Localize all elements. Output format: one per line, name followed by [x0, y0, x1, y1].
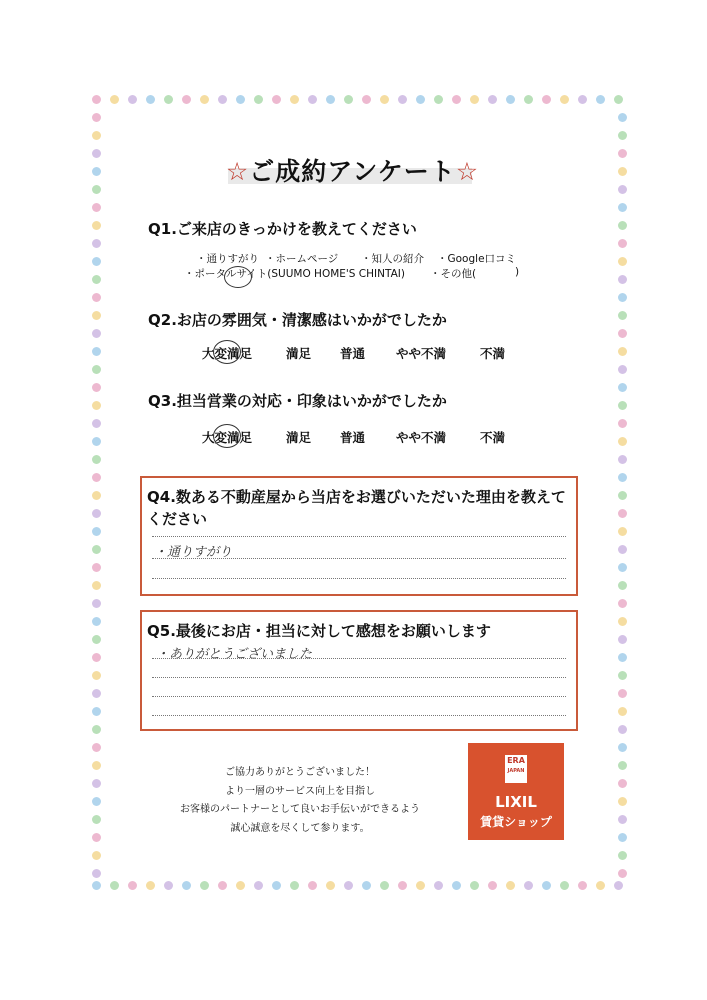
q3-option-somewhat-dissatisfied: やや不満 [396, 430, 447, 445]
q4-answer-box [140, 476, 578, 596]
border-dot [92, 617, 101, 626]
border-dot [578, 95, 587, 104]
border-dot [92, 239, 101, 248]
q1-option-walk-by: ・通りすがり [196, 253, 259, 265]
border-dot [92, 311, 101, 320]
border-dot [506, 881, 515, 890]
shop-logo-text: 賃貸ショップ [480, 815, 552, 829]
border-dot [452, 95, 461, 104]
border-dot [618, 293, 627, 302]
footer-line-2: より一層のサービス向上を目指し [225, 786, 375, 797]
border-dot [596, 881, 605, 890]
q2-option-neutral: 普通 [340, 346, 366, 361]
border-dot [92, 167, 101, 176]
border-dot [92, 599, 101, 608]
border-dot [236, 95, 245, 104]
star-icon-right: ☆ [455, 157, 480, 186]
border-dot [254, 881, 263, 890]
border-dot [92, 635, 101, 644]
border-dot [146, 95, 155, 104]
border-dot [618, 239, 627, 248]
border-dot [326, 95, 335, 104]
border-dot [92, 797, 101, 806]
border-dot [542, 95, 551, 104]
q1-question: Q1.ご来店のきっかけを教えてください [148, 220, 417, 238]
border-dot [618, 743, 627, 752]
border-dot [618, 869, 627, 878]
border-dot [618, 149, 627, 158]
border-dot [272, 881, 281, 890]
border-dot [92, 275, 101, 284]
border-dot [92, 473, 101, 482]
border-dot [618, 815, 627, 824]
hand-circle-mark [213, 340, 241, 364]
border-dot [618, 779, 627, 788]
border-dot [488, 95, 497, 104]
border-dot [182, 95, 191, 104]
border-dot [92, 221, 101, 230]
hand-circle-mark [213, 424, 241, 448]
border-dot [182, 881, 191, 890]
border-dot [618, 203, 627, 212]
q2-option-satisfied: 満足 [286, 346, 312, 361]
border-dot [398, 881, 407, 890]
border-dot [92, 743, 101, 752]
border-dot [618, 257, 627, 266]
q3-option-very-satisfied: 大変満足 [202, 430, 253, 445]
border-dot [618, 347, 627, 356]
border-dot [290, 881, 299, 890]
border-dot [618, 275, 627, 284]
footer-line-1: ご協力ありがとうございました！ [225, 767, 375, 778]
footer-line-4: 誠心誠意を尽くして参ります。 [230, 823, 370, 834]
border-dot [92, 671, 101, 680]
border-dot [618, 419, 627, 428]
q1-option-portal: ・ポータルサイト(SUUMO HOME'S CHINTAI) [184, 268, 405, 280]
border-dot [92, 851, 101, 860]
q3-option-satisfied: 満足 [286, 430, 312, 445]
border-dot [618, 473, 627, 482]
border-dot [416, 95, 425, 104]
border-dot [618, 707, 627, 716]
border-dot [110, 95, 119, 104]
q4-handwritten-answer: ・通りすがり [154, 545, 233, 560]
border-dot [618, 563, 627, 572]
border-dot [618, 491, 627, 500]
border-dot [560, 95, 569, 104]
border-dot [618, 635, 627, 644]
border-dot [128, 95, 137, 104]
border-dot [254, 95, 263, 104]
q1-option-other-close: ) [515, 266, 520, 278]
border-dot [92, 653, 101, 662]
border-dot [92, 815, 101, 824]
border-dot [618, 617, 627, 626]
border-dot [618, 599, 627, 608]
star-icon-left: ☆ [225, 157, 250, 186]
border-dot [618, 833, 627, 842]
q4-question-line1: Q4.数ある不動産屋から当店をお選びいただいた理由を教えて [147, 488, 566, 506]
border-dot [618, 797, 627, 806]
dotted-line [152, 715, 566, 716]
lixil-logo-text: LIXIL [495, 793, 537, 811]
border-dot [434, 881, 443, 890]
border-dot [618, 455, 627, 464]
border-dot [380, 881, 389, 890]
q3-option-dissatisfied: 不満 [480, 430, 506, 445]
q5-answer-box [140, 610, 578, 731]
border-dot [290, 95, 299, 104]
dotted-line [152, 658, 566, 659]
page-title [210, 150, 495, 190]
border-dot [596, 95, 605, 104]
border-dot [398, 95, 407, 104]
border-dot [218, 95, 227, 104]
border-dot [344, 881, 353, 890]
border-dot [128, 881, 137, 890]
footer-line-3: お客様のパートナーとして良いお手伝いができるよう [180, 804, 420, 815]
border-dot [236, 881, 245, 890]
border-dot [618, 527, 627, 536]
border-dot [92, 491, 101, 500]
border-dot [618, 365, 627, 374]
hand-circle-mark [224, 266, 252, 288]
border-dot [560, 881, 569, 890]
border-dot [92, 419, 101, 428]
border-dot [92, 257, 101, 266]
border-dot [362, 881, 371, 890]
border-dot [326, 881, 335, 890]
border-dot [618, 653, 627, 662]
border-dot [92, 563, 101, 572]
border-dot [92, 779, 101, 788]
border-dot [92, 455, 101, 464]
border-dot [92, 365, 101, 374]
dotted-line [152, 536, 566, 537]
border-dot [618, 401, 627, 410]
border-dot [618, 221, 627, 230]
border-dot [344, 95, 353, 104]
border-dot [362, 95, 371, 104]
border-dot [542, 881, 551, 890]
border-dot [92, 203, 101, 212]
border-dot [488, 881, 497, 890]
border-dot [618, 581, 627, 590]
border-dot [92, 293, 101, 302]
border-dot [92, 833, 101, 842]
q2-question: Q2.お店の雰囲気・清潔感はいかがでしたか [148, 311, 447, 329]
border-dot [92, 329, 101, 338]
border-dot [218, 881, 227, 890]
border-dot [92, 347, 101, 356]
border-dot [164, 95, 173, 104]
q1-option-referral: ・知人の紹介 [361, 253, 424, 265]
border-dot [578, 881, 587, 890]
border-dot [92, 509, 101, 518]
q1-option-other: ・その他( [430, 268, 477, 280]
border-dot [618, 167, 627, 176]
border-dot [92, 707, 101, 716]
border-dot [92, 149, 101, 158]
border-dot [618, 113, 627, 122]
border-dot [92, 869, 101, 878]
border-dot [506, 95, 515, 104]
border-dot [452, 881, 461, 890]
border-dot [618, 509, 627, 518]
border-dot [618, 383, 627, 392]
border-dot [470, 95, 479, 104]
border-dot [92, 545, 101, 554]
border-dot [200, 881, 209, 890]
border-dot [92, 383, 101, 392]
border-dot [614, 95, 623, 104]
border-dot [92, 689, 101, 698]
q2-option-very-satisfied: 大変満足 [202, 346, 253, 361]
lixil-shop-logo [468, 743, 564, 840]
border-dot [618, 761, 627, 770]
border-dot [92, 761, 101, 770]
q3-option-neutral: 普通 [340, 430, 366, 445]
q3-question: Q3.担当営業の対応・印象はいかがでしたか [148, 392, 447, 410]
border-dot [146, 881, 155, 890]
border-dot [308, 881, 317, 890]
border-dot [92, 185, 101, 194]
border-dot [92, 131, 101, 140]
border-dot [470, 881, 479, 890]
border-dot [92, 581, 101, 590]
q4-question-line2: ください [147, 510, 208, 528]
border-dot [524, 881, 533, 890]
border-dot [92, 725, 101, 734]
title-text: ご成約アンケート [249, 157, 456, 186]
dotted-line [152, 677, 566, 678]
q2-option-somewhat-dissatisfied: やや不満 [396, 346, 447, 361]
border-dot [92, 881, 101, 890]
era-logo-icon: ERA JAPAN [505, 755, 527, 783]
border-dot [92, 401, 101, 410]
border-dot [618, 329, 627, 338]
border-dot [164, 881, 173, 890]
border-dot [618, 131, 627, 140]
border-dot [92, 113, 101, 122]
border-dot [92, 527, 101, 536]
border-dot [110, 881, 119, 890]
border-dot [618, 671, 627, 680]
border-dot [618, 311, 627, 320]
border-dot [618, 689, 627, 698]
border-dot [618, 851, 627, 860]
border-dot [618, 437, 627, 446]
q5-question: Q5.最後にお店・担当に対して感想をお願いします [147, 622, 491, 640]
border-dot [618, 545, 627, 554]
dotted-line [152, 696, 566, 697]
border-dot [92, 437, 101, 446]
q1-option-google: ・Google口コミ [437, 253, 517, 265]
border-dot [434, 95, 443, 104]
q5-handwritten-answer: ・ありがとうございました [156, 647, 313, 662]
border-dot [200, 95, 209, 104]
border-dot [618, 725, 627, 734]
border-dot [614, 881, 623, 890]
border-dot [524, 95, 533, 104]
border-dot [272, 95, 281, 104]
dotted-line [152, 558, 566, 559]
border-dot [618, 185, 627, 194]
border-dot [308, 95, 317, 104]
border-dot [92, 95, 101, 104]
q2-option-dissatisfied: 不満 [480, 346, 506, 361]
q1-option-homepage: ・ホームページ [265, 253, 339, 265]
border-dot [380, 95, 389, 104]
dotted-line [152, 578, 566, 579]
border-dot [416, 881, 425, 890]
